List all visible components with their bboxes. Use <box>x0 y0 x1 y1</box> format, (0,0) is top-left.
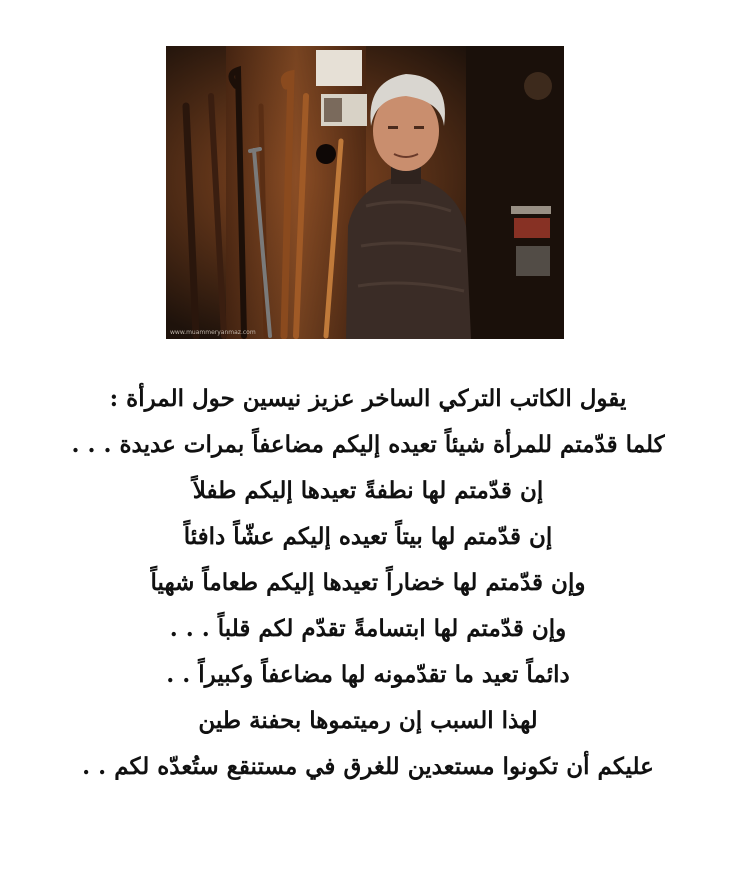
photo-watermark: www.muammeryanmaz.com <box>170 329 256 336</box>
quote-line: عليكم أن تكونوا مستعدين للغرق في مستنقع ستُعدّه لكم . . <box>82 753 654 780</box>
quote-line: دائماً تعيد ما تقدّمونه لها مضاعفاً وكبيراً . . <box>166 661 570 688</box>
quote-line: وإن قدّمتم لها خضاراً تعيدها إليكم طعاماً شهياً <box>150 569 586 596</box>
quote-line: لهذا السبب إن رميتموها بحفنة طين <box>198 707 538 734</box>
quote-line: إن قدّمتم لها بيتاً تعيده إليكم عشّاً دافئاً <box>183 523 553 550</box>
quote-line: إن قدّمتم لها نطفةً تعيدها إليكم طفلاً <box>192 477 544 504</box>
quote-line: كلما قدّمتم للمرأة شيئاً تعيده إليكم مضاعفاً بمرات عديدة . . . <box>71 431 665 458</box>
quote-line: وإن قدّمتم لها ابتسامةً تقدّم لكم قلباً . . . <box>169 615 567 642</box>
quote-text <box>40 376 696 790</box>
author-photo-illustration <box>166 46 564 339</box>
quote-line-intro: يقول الكاتب التركي الساخر عزيز نيسين حول المرأة : <box>109 385 627 412</box>
author-photo <box>166 46 564 339</box>
